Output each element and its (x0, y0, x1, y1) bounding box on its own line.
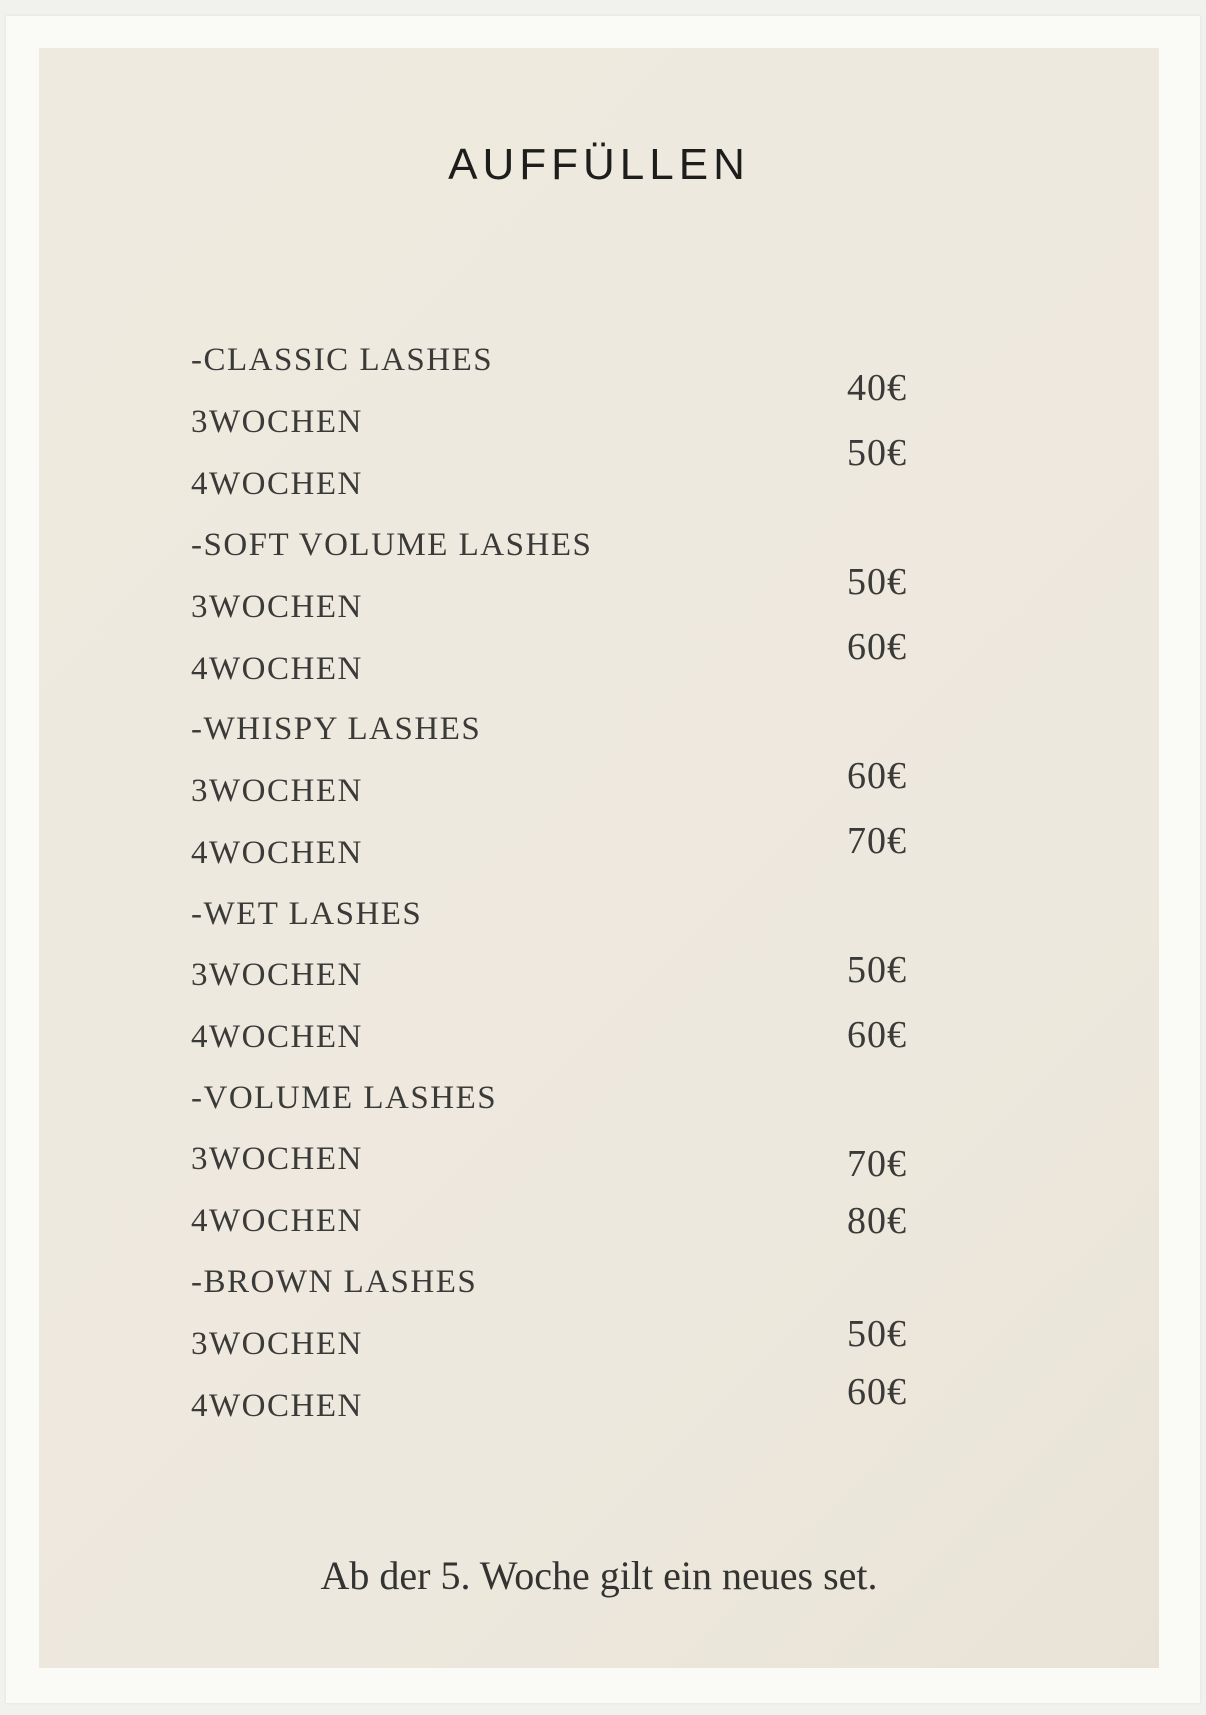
section-heading-classic: -CLASSIC LASHES (191, 342, 494, 378)
row-price: 80€ (847, 1200, 907, 1242)
row-label: 4WOCHEN (191, 1203, 363, 1239)
row-price: 60€ (847, 626, 907, 668)
price-list-card (39, 48, 1159, 1668)
row-price: 40€ (847, 367, 907, 409)
page-title: AUFFÜLLEN (448, 140, 750, 189)
section-heading-volume: -VOLUME LASHES (191, 1080, 498, 1116)
row-price: 50€ (847, 949, 907, 991)
section-heading-soft-volume: -SOFT VOLUME LASHES (191, 527, 593, 563)
row-label: 3WOCHEN (191, 773, 363, 809)
row-label: 4WOCHEN (191, 835, 363, 871)
row-price: 60€ (847, 1014, 907, 1056)
row-label: 3WOCHEN (191, 589, 363, 625)
row-label: 4WOCHEN (191, 1019, 363, 1055)
row-price: 70€ (847, 1143, 907, 1185)
row-price: 50€ (847, 561, 907, 603)
row-label: 3WOCHEN (191, 1326, 363, 1362)
row-label: 4WOCHEN (191, 1388, 363, 1424)
row-price: 70€ (847, 820, 907, 862)
section-heading-brown: -BROWN LASHES (191, 1264, 478, 1300)
row-label: 3WOCHEN (191, 1141, 363, 1177)
row-price: 50€ (847, 432, 907, 474)
row-label: 4WOCHEN (191, 466, 363, 502)
row-price: 50€ (847, 1313, 907, 1355)
row-price: 60€ (847, 1371, 907, 1413)
row-price: 60€ (847, 755, 907, 797)
page-frame (6, 16, 1200, 1703)
row-label: 3WOCHEN (191, 957, 363, 993)
row-label: 4WOCHEN (191, 651, 363, 687)
row-label: 3WOCHEN (191, 404, 363, 440)
section-heading-whispy: -WHISPY LASHES (191, 711, 482, 747)
footer-note: Ab der 5. Woche gilt ein neues set. (320, 1553, 878, 1598)
section-heading-wet: -WET LASHES (191, 896, 423, 932)
